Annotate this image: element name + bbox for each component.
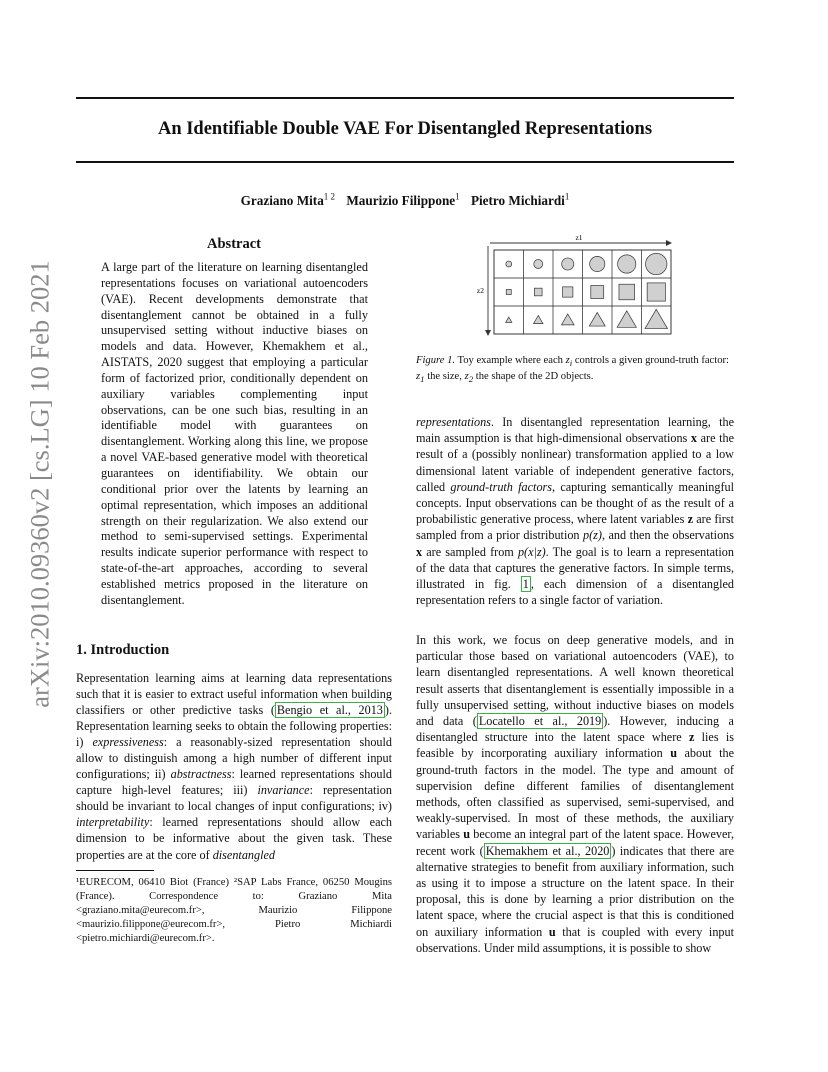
z2-label: z2 — [476, 286, 484, 295]
circle-shape — [618, 255, 636, 273]
z1-label: z1 — [575, 233, 583, 242]
right-column-paragraph-1: representations. In disentangled representation learning, the main assumption is that high-dimensional observations x are the result of a (possibly nonlinear) transformation applied to a low dimensional latent variable of independent generative factors, called ground-truth factors, capturing semantically meaningful concepts. Input observations can be thought of as the result of a probabilistic generative process, where latent variables z are first sampled from a prior distribution p(z), and then the observations x are sampled from p(x|z). The goal is to learn a representation of the data that captures the generative factors. In simple terms, illustrated in fig. 1 , each dimension of a disentangled representation refers to a single factor of variation. — [416, 415, 735, 608]
figure-1 — [468, 230, 688, 355]
z2-arrowhead — [485, 330, 491, 336]
square-shape — [534, 288, 542, 296]
introduction-body: Representation learning aims at learning data representations such that it is easier to extract useful information when building classifiers or other predictive tasks ( Bengio et al., 2013 ). Representation learning seeks to obtain the following properties: i) expressiveness: a reasonably-sized representation should allow to distinguish among a high number of different input configurations; ii) abstractness: learned representations should capture high-level features; iii) invariance: representation should be invariant to local changes of input configurations; iv) interpretability: learned representations should allow each dimension to be informative about the given task. These properties are at the core of disentangled — [76, 671, 392, 862]
triangle-shape — [617, 311, 636, 327]
citation-khemakhem-link[interactable]: Khemakhem et al., 2020 — [485, 843, 610, 858]
square-shape — [506, 289, 511, 294]
circle-shape — [646, 253, 667, 274]
figure-1-caption: Figure 1. Toy example where each $z_i$ controls a given ground-truth factor: $z_1$ the size, $z_2$ the shape of the 2D objects. — [416, 355, 729, 385]
square-shape — [563, 287, 573, 297]
right-column-paragraph-2: In this work, we focus on deep generative models, and in particular those based on variational autoencoders (VAE), to learn disentangled representations. A well known theoretical result asserts that disentanglement is essentially impossible in a fully unsupervised setting, without inductive biases on models and data ( Locatello et al., 2019 ). However, inducing a disentangled structure into the latent space where z lies is feasible by incorporating auxiliary information u about the ground-truth factors in the model. The type and amount of supervision define different families of disentanglement methods, often classified as supervised, semi-supervised, and weakly-supervised. In most of these methods, the auxiliary variables u become an integral part of the latent space. However, recent work ( Khemakhem et al., 2020 ) indicates that there are alternative strategies to benefit from auxiliary information, such as using it to impose a structure on the latent space. In their proposal, this is done by learning a prior distribution on the latent space, where the crucial aspect is that this is conditioned on auxiliary information u that is coupled with every input observations. Under mild assumptions, it is possible to show — [416, 633, 735, 955]
triangle-shape — [645, 309, 667, 328]
circle-shape — [590, 256, 605, 271]
author-list — [76, 192, 734, 209]
abstract-body: A large part of the literature on learning disentangled representations focuses on variational autoencoders (VAE). Recent developments demonstrate that disentanglement cannot be obtained in a fully unsupervised setting without inductive biases on models and data. However, Khemakhem et al., AISTATS, 2020 suggest that employing a particular form of factorized prior, conditionally dependent on auxiliary variables complementing input observations, can be one such bias, resulting in an identifiable model with guarantees on disentanglement. Working along this line, we propose a novel VAE-based generative model with theoretical guarantees on identifiability. We obtain our conditional prior over the latents by learning an optimal representation, which imposes an additional strength on their regularization. We also extend our method to semi-supervised settings. Experimental results indicate superior performance with respect to state-of-the-art approaches, according to several established metrics proposed in the literature on disentanglement. — [101, 260, 368, 607]
circle-shape — [506, 261, 512, 267]
square-shape — [647, 283, 665, 301]
paper-title: An Identifiable Double VAE For Disentangled Representations — [157, 119, 653, 139]
z1-arrowhead — [666, 240, 672, 246]
square-shape — [619, 284, 635, 300]
author-2: Maurizio Filippone$^1$ — [346, 192, 460, 209]
title-bottom-rule — [76, 161, 734, 163]
triangle-shape — [561, 314, 574, 325]
figure-1-diagram — [468, 230, 688, 350]
triangle-shape — [534, 316, 543, 324]
citation-bengio-link[interactable]: Bengio et al., 2013 — [276, 703, 383, 718]
square-shape — [591, 286, 604, 299]
footnote: ¹EURECOM, 06410 Biot (France) ²SAP Labs France, 06250 Mougins (France). Correspondence to: Graziano Mita <graziano.mita@eurecom.fr>, Maurizio Filippone <maurizio.filippone@eurecom.fr>, Pietro Michiardi <pietro.michiardi@eurecom.fr>. — [76, 877, 392, 944]
triangle-shape — [506, 317, 512, 322]
figure-grid — [494, 250, 671, 334]
figure-1-ref-link[interactable]: 1 — [522, 577, 529, 592]
arxiv-sidebar-stamp: arXiv:2010.09360v2 [cs.LG] 10 Feb 2021 — [24, 260, 55, 708]
introduction-heading: 1. Introduction — [76, 642, 170, 658]
top-rule — [76, 97, 734, 99]
abstract-heading: Abstract — [207, 236, 261, 252]
circle-shape — [562, 258, 574, 270]
footnote-rule — [76, 870, 154, 871]
triangle-shape — [589, 312, 605, 326]
circle-shape — [534, 260, 543, 269]
author-3: Pietro Michiardi$^1$ — [470, 192, 570, 209]
citation-locatello-link[interactable]: Locatello et al., 2019 — [478, 714, 602, 729]
author-1: Graziano Mita$^{1 2}$ — [240, 192, 336, 209]
